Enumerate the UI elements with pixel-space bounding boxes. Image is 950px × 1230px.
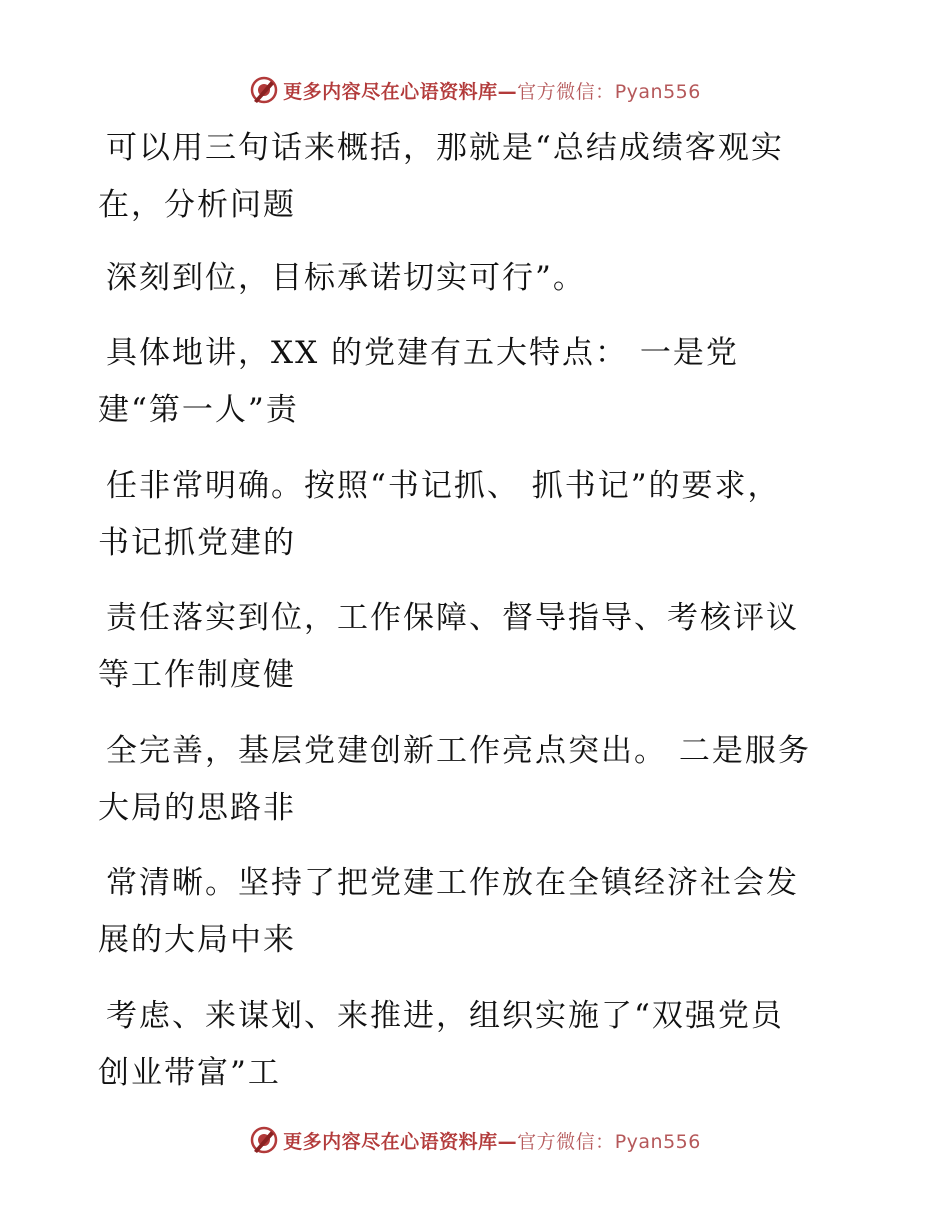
footer-site-text: 更多内容尽在心语资料库 [283, 1130, 498, 1153]
header-wechat-id: Pyan556 [614, 80, 701, 103]
footer-text [283, 1127, 701, 1154]
footer-dash: — [497, 1130, 518, 1153]
text-line: 创业带富”工 [98, 1055, 281, 1091]
text-line: 任非常明确。按照“书记抓、 抓书记”的要求， [106, 468, 781, 504]
text-line: 书记抓党建的 [98, 525, 296, 561]
text-line: 在，分析问题 [98, 187, 296, 223]
header-site-text: 更多内容尽在心语资料库 [283, 80, 498, 103]
text-line: 责任落实到位，工作保障、督导指导、考核评议 [106, 600, 799, 636]
text-line: 等工作制度健 [98, 657, 296, 693]
header-dash: — [497, 80, 518, 103]
text-line: 建“第一人”责 [98, 392, 299, 428]
pen-circle-logo-icon [249, 1125, 279, 1155]
text-line: 展的大局中来 [98, 922, 296, 958]
text-line: 深刻到位，目标承诺切实可行”。 [106, 260, 586, 296]
text-line: 大局的思路非 [98, 790, 296, 826]
footer-banner [0, 1120, 950, 1160]
text-line: 常清晰。坚持了把党建工作放在全镇经济社会发 [106, 865, 799, 901]
text-line: 考虑、来谋划、来推进，组织实施了“双强党员 [106, 998, 784, 1034]
footer-wechat-label: 官方微信： [517, 1130, 615, 1153]
text-line: 具体地讲，XX 的党建有五大特点： 一是党 [106, 335, 739, 371]
text-line: 可以用三句话来概括，那就是“总结成绩客观实 [106, 130, 784, 166]
footer-wechat-id: Pyan556 [614, 1130, 701, 1153]
text-line: 全完善，基层党建创新工作亮点突出。 二是服务 [106, 733, 811, 769]
header-wechat-label: 官方微信： [517, 80, 615, 103]
